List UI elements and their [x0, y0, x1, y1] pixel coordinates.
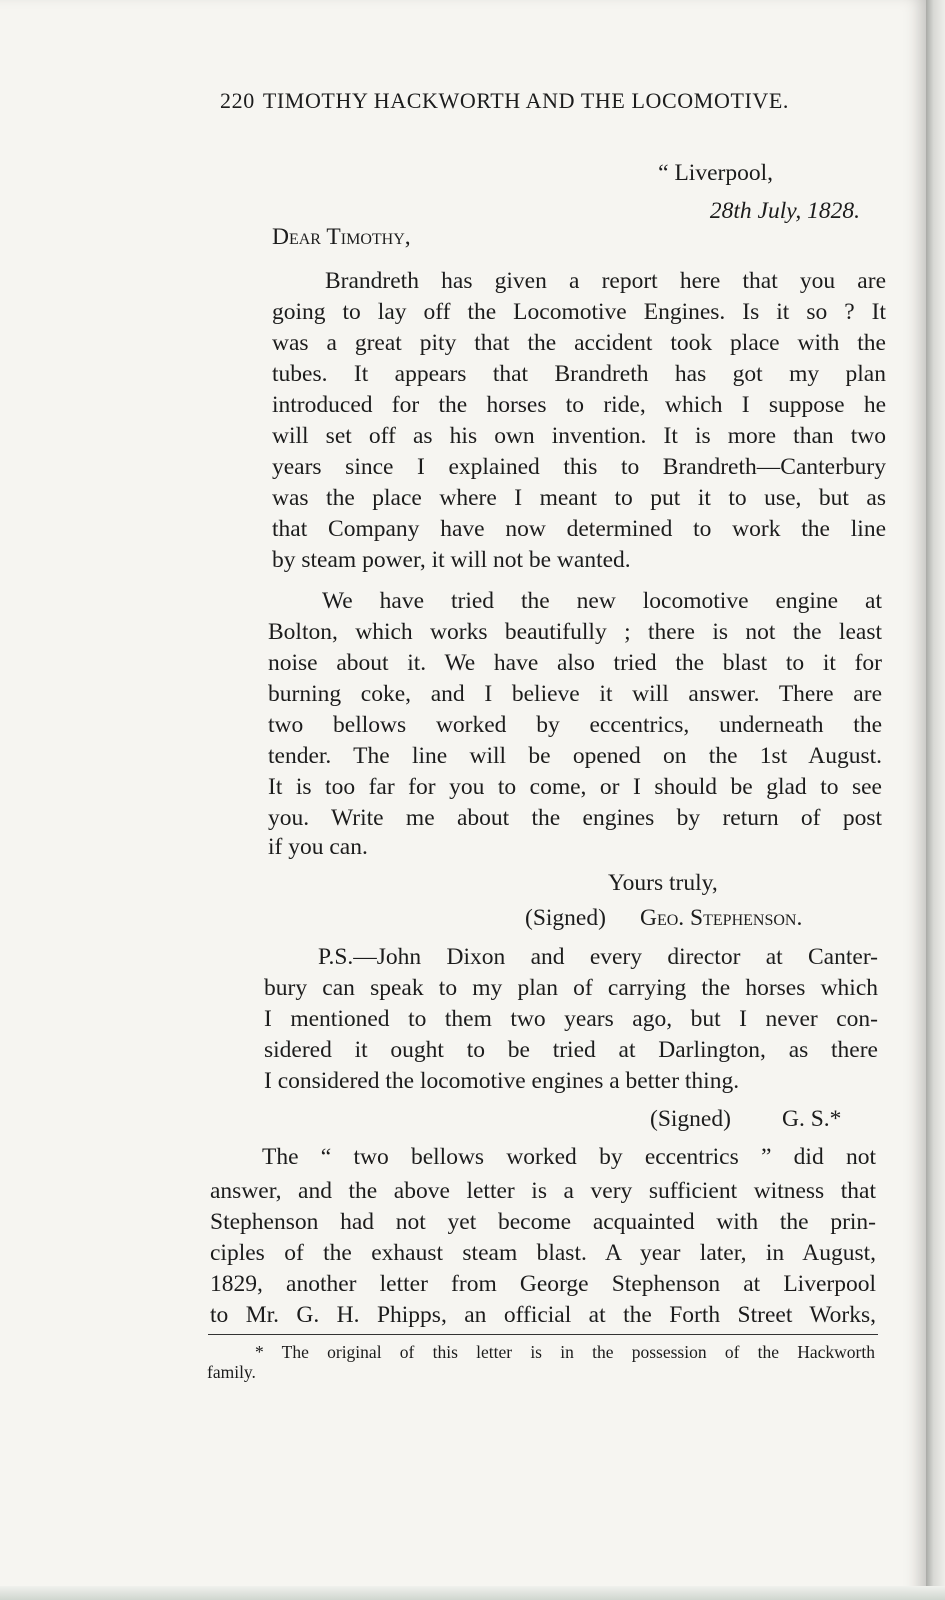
footnote-line: * The original of this letter is in the possession of the Hackworth: [255, 1342, 875, 1362]
body-text-line: Stephenson had not yet become acquainted with the prin-: [210, 1209, 876, 1235]
letter-para1-line: was the place where I meant to put it to use, but as: [272, 485, 886, 511]
letter-para2-line: We have tried the new locomotive engine at: [322, 588, 882, 614]
ps-signature: G. S.*: [782, 1106, 842, 1132]
page-number: 220: [220, 88, 255, 113]
body-text-line: 1829, another letter from George Stephenson at Liverpool: [210, 1271, 876, 1297]
letter-para2-line: tender. The line will be opened on the 1st August.: [268, 743, 882, 769]
letter-para2-line: burning coke, and I believe it will answer. There are: [268, 681, 882, 707]
letter-para2-line: you. Write me about the engines by return of post: [268, 805, 882, 831]
ps-signed-label: (Signed): [650, 1106, 731, 1132]
signed-label: (Signed): [525, 905, 606, 931]
running-title: TIMOTHY HACKWORTH AND THE LOCOMOTIVE.: [262, 88, 790, 113]
letter-para2-line: if you can.: [268, 834, 368, 860]
letter-para2-line: noise about it. We have also tried the blast to it for: [268, 650, 882, 676]
postscript-line: I mentioned to them two years ago, but I never con-: [264, 1006, 878, 1032]
letter-salutation: Dear Timothy,: [272, 224, 411, 250]
letter-para1-line: by steam power, it will not be wanted.: [272, 547, 631, 573]
letter-para1-line: introduced for the horses to ride, which I suppose he: [272, 392, 886, 418]
postscript-line: sidered it ought to be tried at Darlington, as there: [264, 1037, 878, 1063]
letter-para1-line: going to lay off the Locomotive Engines. Is it so ? It: [272, 299, 886, 325]
letter-para1-line: will set off as his own invention. It is more than two: [272, 423, 886, 449]
letter-para1-line: Brandreth has given a report here that you are: [325, 268, 886, 294]
letter-date: 28th July, 1828.: [709, 198, 860, 224]
letter-para1-line: years since I explained this to Brandreth—Canterbury: [272, 454, 886, 480]
body-text-line: ciples of the exhaust steam blast. A year later, in August,: [210, 1240, 876, 1266]
letter-para2-line: two bellows worked by eccentrics, underneath the: [268, 712, 882, 738]
body-text-line: The “ two bellows worked by eccentrics ” did not: [262, 1144, 876, 1170]
body-text-line: to Mr. G. H. Phipps, an official at the Forth Street Works,: [210, 1302, 876, 1328]
body-text-line: answer, and the above letter is a very sufficient witness that: [210, 1178, 876, 1204]
page-edge-shadow: [926, 0, 945, 1600]
running-header: [220, 88, 860, 114]
footnote-line: family.: [207, 1362, 256, 1382]
letter-closing: Yours truly,: [608, 870, 718, 896]
scan-bottom-edge: [0, 1586, 945, 1600]
letter-para2-line: Bolton, which works beautifully ; there is not the least: [268, 619, 882, 645]
postscript-line: bury can speak to my plan of carrying the horses which: [264, 975, 878, 1001]
postscript-line: I considered the locomotive engines a better thing.: [264, 1068, 740, 1094]
letter-para1-line: that Company have now determined to work the line: [272, 516, 886, 542]
letter-para1-line: tubes. It appears that Brandreth has got my plan: [272, 361, 886, 387]
letter-para1-line: was a great pity that the accident took place with the: [272, 330, 886, 356]
letter-para2-line: It is too far for you to come, or I should be glad to see: [268, 774, 882, 800]
letter-signature: Geo. Stephenson.: [640, 905, 803, 931]
footnote-rule: [208, 1334, 878, 1335]
postscript-line: P.S.—John Dixon and every director at Canter-: [318, 944, 878, 970]
letter-place: “ Liverpool,: [658, 160, 773, 186]
